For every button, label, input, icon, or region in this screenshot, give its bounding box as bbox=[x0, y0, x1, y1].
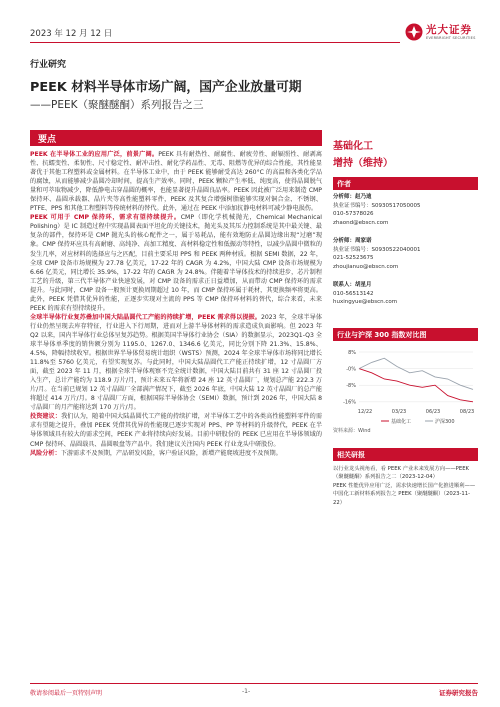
related-reports bbox=[333, 465, 478, 507]
analyst-email[interactable]: zhaond@ebscn.com bbox=[333, 219, 389, 226]
y-tick-label: -8% bbox=[346, 383, 356, 390]
header-rule bbox=[30, 42, 400, 43]
footer-disclaimer: 敬请参阅最后一页特别声明 bbox=[30, 690, 103, 697]
paragraph-application: PEEK 在半导体工业的应用广泛，前景广阔。PEEK 具有耐热性、耐腐性、耐疲劳性、耐辐照性、耐剥离性、抗蠕变性、柔韧性、尺寸稳定性、耐冲击性、耐化学药品性、无毒、阻燃等优异的综合性能，其性能显著优于其他工程塑料或金属材料。在半导体工业中，由于 PEEK 能够耐受高达 260°C 的高温和各类化学品的腐蚀，从而能够减少晶圆冷却时间，提高生产效率。同时，PEEK 颗粒产生率低、纯度高，使得晶圆脱气量和可萃取物减少，降低静电击穿晶圆的概率，也能显著提升晶圆良品率。PEEK 因此被广泛用来制造 CMP 保持环、晶圆承载器、晶片夹等高性能塑料零件，PEEK 及其复合增强树脂能够实现对铜合金、不锈钢、PTFE、PPS 和其他工程塑料等传统材料的替代。此外，通过在 PEEK 中添加抗静电材料可减少静电损伤。 bbox=[30, 151, 322, 213]
legend-label: 基础化工 bbox=[391, 419, 412, 425]
report-title: PEEK 材料半导体市场广阔，国产企业放量可期 bbox=[30, 80, 302, 95]
summary-label: 要点 bbox=[38, 135, 57, 145]
chart-header bbox=[333, 328, 478, 341]
footer-rule bbox=[30, 683, 478, 684]
industry-rating: 增持（维持） bbox=[333, 158, 393, 169]
y-tick-label: 8% bbox=[348, 349, 356, 356]
paragraph-recovery: 全球半导体行业复苏叠加中国大陆晶圆代工产能的持续扩增，PEEK 需求得以提振。2023 年，全球半导体行业仍然呈现去库存特征，行业进入下行周期，进而对上游半导体材料的需求造成负面影响。但 2023 年 Q2 以来，国内半导体行业总体呈复苏趋势。根据美国半导体行业协会（SIA）的数据显示，2023Q1-Q3 全球半导体单季度的销售额分别为 1195.0、1267.0、1346.6 亿美元，同比分别下降 21.3%、15.8%、4.5%，降幅持续收窄。根据世界半导体贸易统计组织（WSTS）预测，2024 年全球半导体市场将同比增长 11.8%至 5760 亿美元，有望实现复苏。与此同时，中国大陆晶圆代工产能正持续扩增，12 寸晶圆厂方面，截至 2023 年 11 月，根据全球半导体观察不完全统计数据，中国大陆目前共有 31 座 12 寸晶圆厂投入生产，总计产能约为 118.9 万片/月，预计未来五年将新增 24 座 12 英寸晶圆厂，规划总产能 222.3 万片/月。在当前已规划 12 英寸晶圆厂全部满产情况下，截至 2026 年底，中国大陆 12 英寸晶圆厂的总产能将超过 414 万片/月。8 寸晶圆厂方面，根据国际半导体协会（SEMI）数据，预计到 2026 年，中国大陆 8 寸晶圆厂的月产能将达到 170 万片/月。 bbox=[30, 313, 322, 412]
logo-text-cn: 光大证券 bbox=[426, 24, 472, 36]
paragraph-cmp: PEEK 可用于 CMP 保持环，需求有望持续提升。CMP（即化学机械抛光，Chemical Mechanical Polishing）是 IC 制造过程中实现晶圆表面平坦化的关键技术，抛光头及其压力控制系统是其中最关键、最复杂的部件，保持环是 CMP 抛光头的核心配件之一，属于易耗品，能有效地防止晶圆边缘出现“过磨”现象。CMP 保持环应具有高耐磨、高纯净、高加工精度、高材料稳定性和低振动等特性，以减少晶圆中微粒的发生几率，对应材料的选择应与之匹配，目前主要采用 PPS 和 PEEK 两种材质。根据 SEMI 数据，22 年，全球 CMP 设备市场规模为 27.78 亿美元，17-22 年的 CAGR 为 4.2%，中国大陆 CMP 设备市场规模为 6.66 亿美元，同比增长 35.9%，17-22 年的 CAGR 为 24.8%。伴随着半导体技术的持续进步，芯片制程工艺的升级，第三代半导体产业快速发展，对 CMP 设备的需求正日益增加，从而带动 CMP 保持环的需求提升。与此同时，CMP 设备一般预计更换周期超过 10 年，而 CMP 保持环属于耗材，其更换频率将更高。此外，PEEK 凭借其优异的性能，正逐步实现对主流的 PPS 等 CMP 保持环材料的替代，综合来看，未来 PEEK 的需求有望持续提升。 bbox=[30, 214, 322, 312]
company-logo bbox=[405, 22, 477, 44]
contact-card: 联系人：胡星月 010-56513142 huxingyue@ebscn.com bbox=[333, 281, 478, 307]
contact-email[interactable]: huxingyue@ebscn.com bbox=[333, 299, 398, 306]
industry-name: 基础化工 bbox=[333, 141, 373, 152]
paragraph-investment: 投资建议：我们认为，随着中国大陆晶圆代工产能的持续扩增，对半导体工艺中的各类高性能塑料零件的需求有望随之提升，叠加 PEEK 凭借其优异的性能现已逐步实现对 PPS、PP 等材料的升级替代，PEEK 在半导体领域具有较大的需求空间，PEEK 产业将持续向好发展。目前中研股份的 PEEK 已应用在半导体领域的 CMP 保持环、晶圆载具、晶圆吸盘等产品中。我们建议关注国内 PEEK 行业龙头中研股份。 bbox=[30, 413, 322, 448]
related-header bbox=[333, 448, 478, 461]
x-tick-label: 03/23 bbox=[391, 409, 407, 415]
related-report-link[interactable]: PEEK 性能优异应用广泛，需求快速增长国产化推进顺利——中国化工新材料系列报告之 PEEK（聚醚醚酮）（2023-11-22） bbox=[333, 482, 476, 506]
analyst-card: 分析师：赵乃迪 执业证书编号：S0930517050005 010-57378026 zhaond@ebscn.com bbox=[333, 193, 478, 227]
series-line bbox=[359, 358, 473, 389]
paragraph-risk: 风险分析：下游需求不及预期，产品研发风险，客户验证风险，新增产能爬坡进度不及预期。 bbox=[30, 449, 282, 457]
summary-body bbox=[30, 150, 322, 458]
legend-label: 沪深300 bbox=[435, 419, 455, 425]
y-tick-label: -0% bbox=[346, 366, 356, 373]
chart-label: 行业与沪深 300 指数对比图 bbox=[337, 330, 427, 339]
summary-header bbox=[30, 130, 322, 146]
logo-text-en: EVERBRIGHT SECURITIES bbox=[426, 36, 476, 40]
analyst-card: 分析师：周家诺 执业证书编号：S0930522040001 021-52523675 zhoujianuo@ebscn.com bbox=[333, 237, 478, 271]
related-report-link[interactable]: 以行业龙头视角看，看 PEEK 产业未来发展方向——PEEK（聚醚醚酮）系列报告之二（2023-12-04） bbox=[333, 466, 470, 481]
report-date: 2023 年 12 月 12 日 bbox=[30, 29, 113, 39]
x-tick-label: 08/23 bbox=[459, 409, 475, 415]
index-comparison-chart bbox=[333, 346, 478, 426]
page-number: -1- bbox=[242, 688, 251, 695]
related-label: 相关研报 bbox=[337, 450, 365, 459]
logo-icon bbox=[405, 23, 423, 41]
report-subtitle: ——PEEK（聚醚醚酮）系列报告之三 bbox=[30, 99, 204, 111]
analyst-email[interactable]: zhoujianuo@ebscn.com bbox=[333, 263, 399, 270]
authors-header bbox=[333, 177, 478, 190]
authors-label: 作者 bbox=[337, 179, 351, 188]
footer-report-type: 证券研究报告 bbox=[439, 689, 478, 697]
y-tick-label: -16% bbox=[343, 399, 356, 406]
x-tick-label: 12/22 bbox=[357, 409, 373, 415]
doc-type: 行业研究 bbox=[30, 60, 67, 70]
chart-source: 资料来源：Wind bbox=[333, 428, 371, 434]
x-tick-label: 06/23 bbox=[425, 409, 441, 415]
